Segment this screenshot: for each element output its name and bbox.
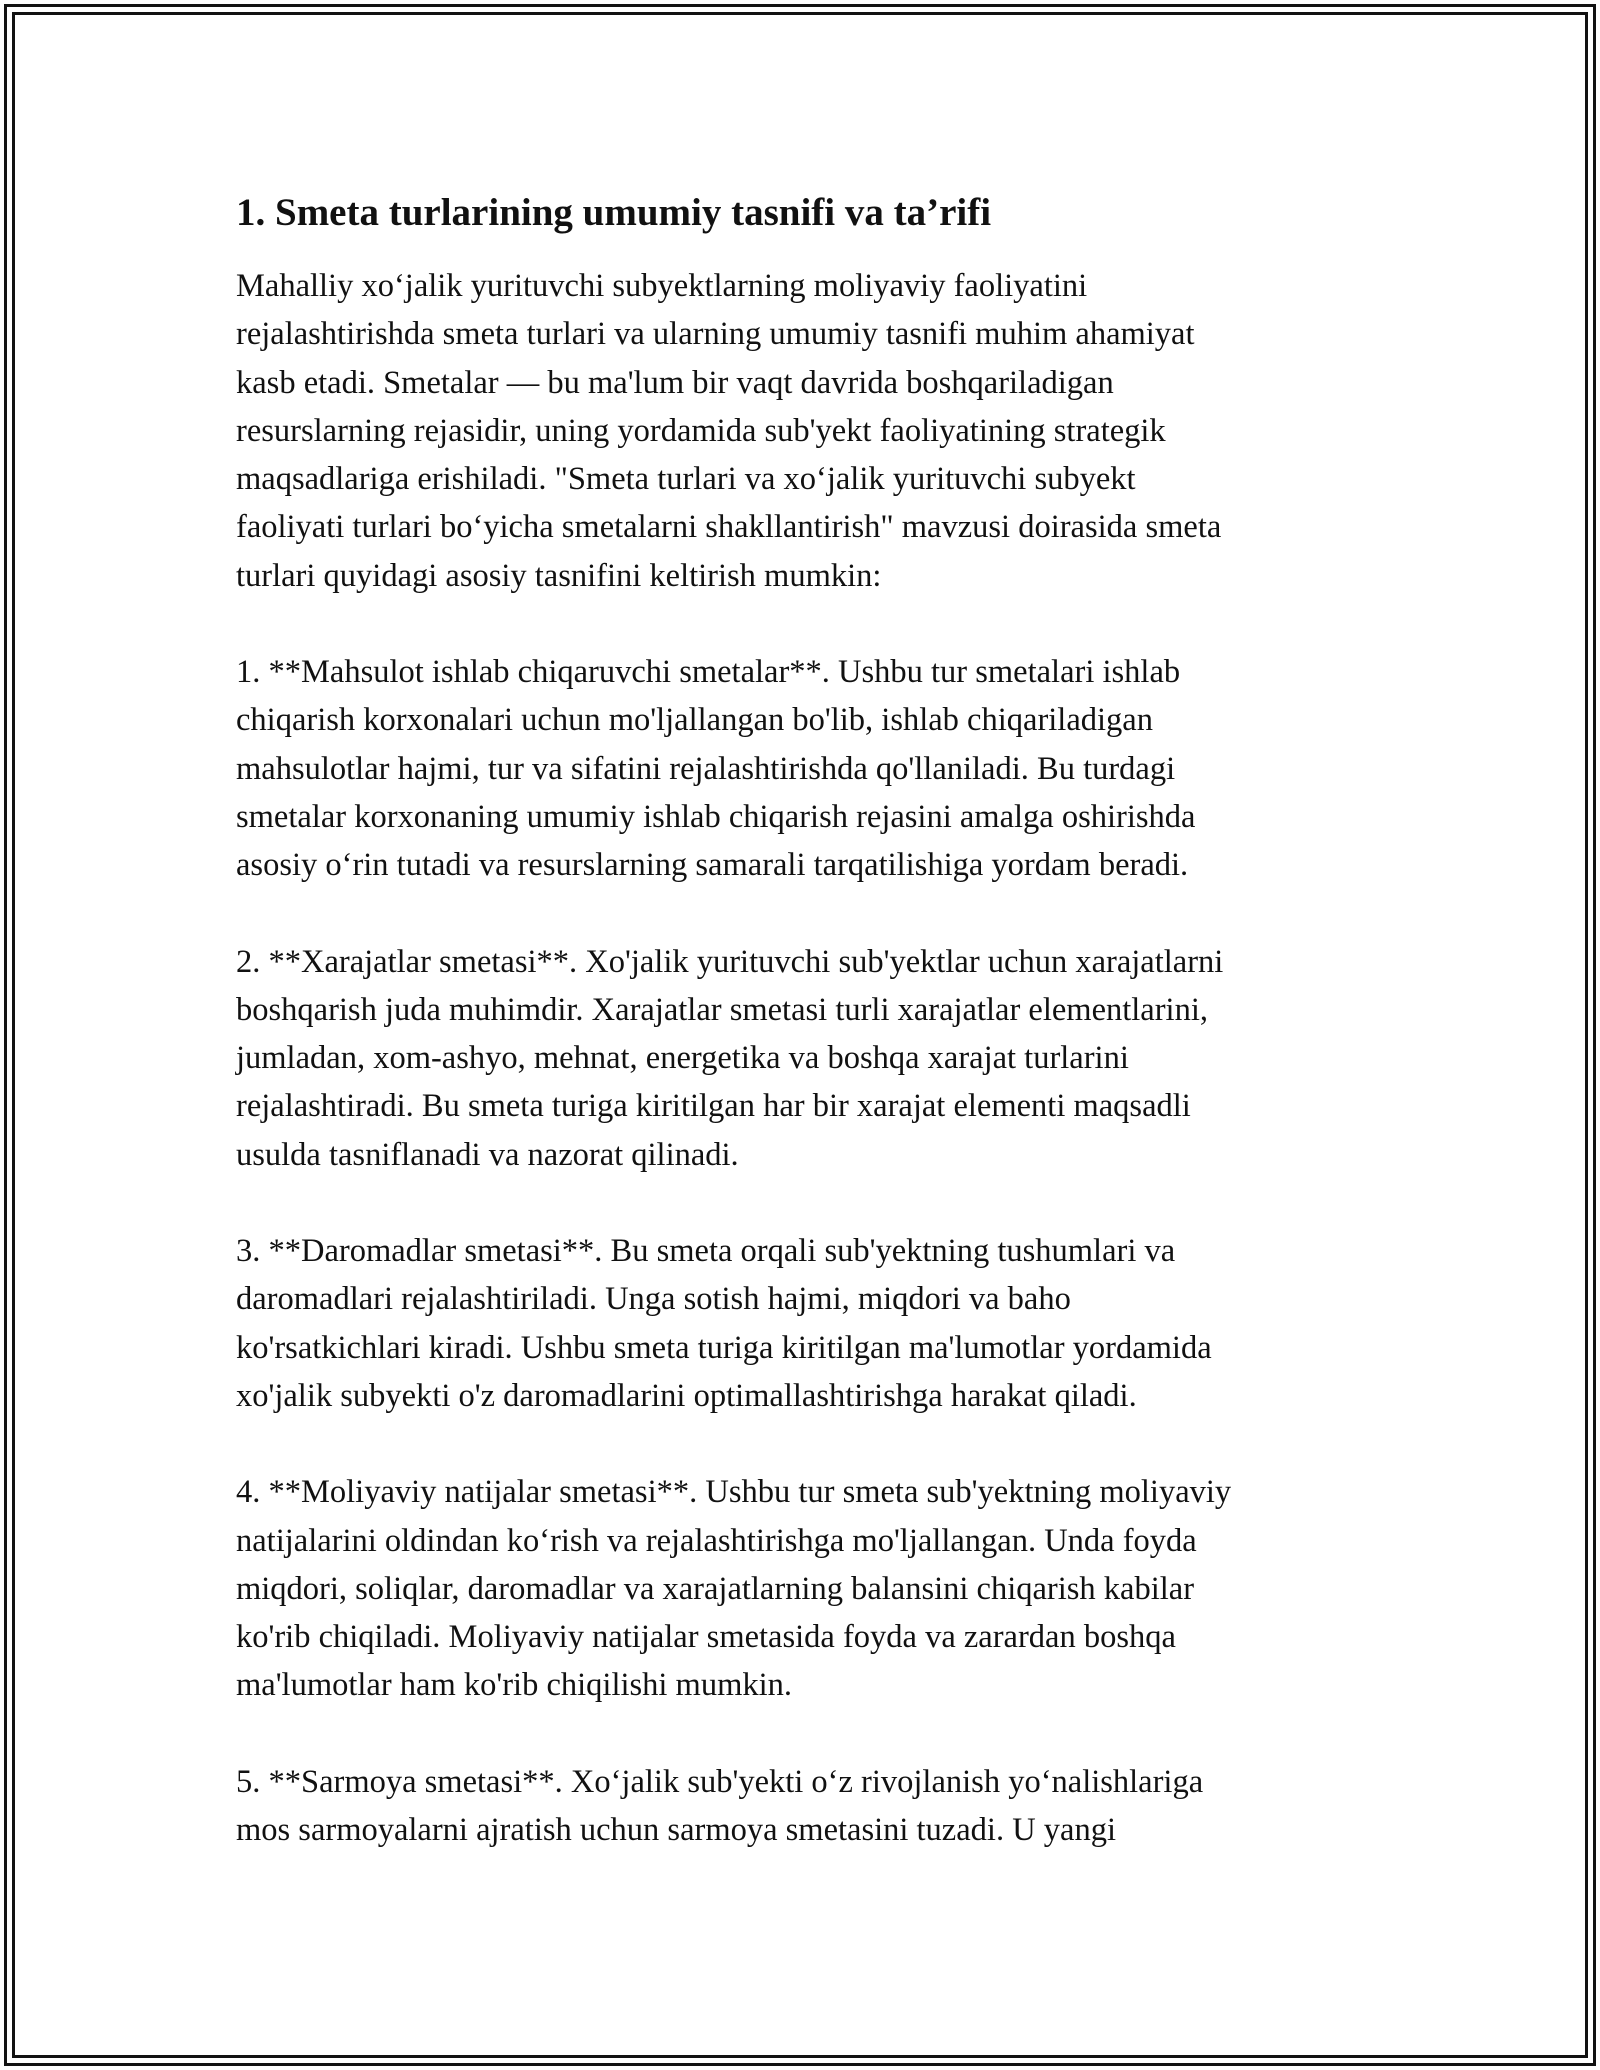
- text-line: rejalashtiradi. Bu smeta turiga kiritilgan har bir xarajat elementi maqsadli: [236, 1088, 1191, 1125]
- text-line: daromadlari rejalashtiriladi. Unga sotish hajmi, miqdori va baho: [236, 1281, 1071, 1318]
- text-line: natijalarini oldindan ko‘rish va rejalashtirishga mo'ljallangan. Unda foyda: [236, 1522, 1197, 1559]
- text-line: kasb etadi. Smetalar — bu ma'lum bir vaqt davrida boshqariladigan: [236, 364, 1114, 401]
- text-line: turlari quyidagi asosiy tasnifini keltirish mumkin:: [236, 557, 882, 594]
- text-line: asosiy o‘rin tutadi va resurslarning samarali tarqatilishiga yordam beradi.: [236, 847, 1189, 884]
- text-line: 4. **Moliyaviy natijalar smetasi**. Ushbu tur smeta sub'yektning moliyaviy: [236, 1474, 1232, 1511]
- list-item-paragraph: [236, 1468, 1366, 1709]
- text-line: mahsulotlar hajmi, tur va sifatini rejalashtirishda qo'llaniladi. Bu turdagi: [236, 750, 1176, 787]
- text-line: miqdori, soliqlar, daromadlar va xarajatlarning balansini chiqarish kabilar: [236, 1570, 1195, 1607]
- list-item-paragraph: [236, 938, 1366, 1179]
- list-item-paragraph: [236, 1758, 1366, 1855]
- list-item-paragraph: [236, 648, 1366, 889]
- text-line: Mahalliy xo‘jalik yurituvchi subyektlarning moliyaviy faoliyatini: [236, 268, 1088, 304]
- text-line: 3. **Daromadlar smetasi**. Bu smeta orqali sub'yektning tushumlari va: [236, 1233, 1176, 1270]
- text-line: ma'lumotlar ham ko'rib chiqilishi mumkin.: [236, 1667, 793, 1704]
- text-line: usulda tasniflanadi va nazorat qilinadi.: [236, 1136, 739, 1173]
- text-line: 5. **Sarmoya smetasi**. Xo‘jalik sub'yekti o‘z rivojlanish yo‘nalishlariga: [236, 1763, 1204, 1800]
- text-line: ko'rsatkichlari kiradi. Ushbu smeta turiga kiritilgan ma'lumotlar yordamida: [236, 1329, 1212, 1366]
- text-line: smetalar korxonaning umumiy ishlab chiqarish rejasini amalga oshirishda: [236, 798, 1196, 835]
- text-line: chiqarish korxonalari uchun mo'ljallangan bo'lib, ishlab chiqariladigan: [236, 702, 1153, 739]
- text-line: faoliyati turlari bo‘yicha smetalarni shakllantirish" mavzusi doirasida smeta: [236, 509, 1222, 546]
- text-line: 1. **Mahsulot ishlab chiqaruvchi smetalar**. Ushbu tur smetalari ishlab: [236, 654, 1181, 691]
- section-heading: 1. Smeta turlarining umumiy tasnifi va ta’rifi: [236, 191, 992, 234]
- text-line: jumladan, xom-ashyo, mehnat, energetika va boshqa xarajat turlarini: [236, 1040, 1129, 1077]
- list-item-paragraph: [236, 1227, 1366, 1420]
- text-line: xo'jalik subyekti o'z daromadlarini optimallashtirishga harakat qiladi.: [236, 1377, 1137, 1414]
- text-line: 2. **Xarajatlar smetasi**. Xo'jalik yurituvchi sub'yektlar uchun xarajatlarni: [236, 943, 1224, 980]
- text-line: maqsadlariga erishiladi. "Smeta turlari va xo‘jalik yurituvchi subyekt: [236, 461, 1136, 498]
- text-line: boshqarish juda muhimdir. Xarajatlar smetasi turli xarajatlar elementlarini,: [236, 991, 1208, 1028]
- text-line: rejalashtirishda smeta turlari va ularning umumiy tasnifi muhim ahamiyat: [236, 316, 1195, 353]
- document-body: [236, 186, 1366, 1902]
- intro-paragraph: [236, 262, 1366, 600]
- text-line: ko'rib chiqiladi. Moliyaviy natijalar smetasida foyda va zarardan boshqa: [236, 1619, 1176, 1656]
- text-line: mos sarmoyalarni ajratish uchun sarmoya smetasini tuzadi. U yangi: [236, 1812, 1116, 1849]
- text-line: resurslarning rejasidir, uning yordamida sub'yekt faoliyatining strategik: [236, 412, 1166, 449]
